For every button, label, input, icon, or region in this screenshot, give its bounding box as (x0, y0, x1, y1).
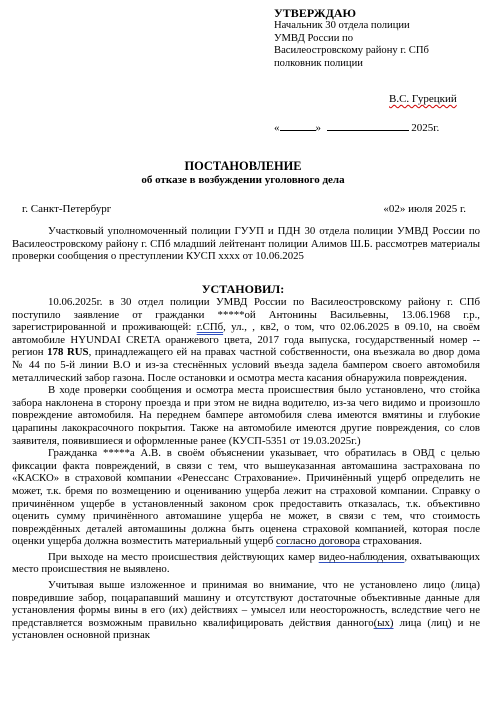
paragraph-cameras: При выходе на место происшествия действующих камер видео-наблюдения, охватывающих место происшествия не выявлено. (12, 550, 481, 576)
document-date: «02» июля 2025 г. (383, 203, 466, 215)
approver-name: В.С. Гурецкий (389, 93, 457, 105)
date-open-quote: « (274, 122, 280, 134)
video-phrase: видео-наблюдения (318, 550, 405, 563)
intro-paragraph (12, 225, 480, 263)
date-close-quote: » (315, 122, 321, 134)
plate-region: 178 RUS (47, 346, 89, 359)
contract-phrase: согласно договора (276, 535, 361, 548)
day-blank (280, 121, 316, 131)
main-text (12, 296, 480, 642)
established-heading: УСТАНОВИЛ: (201, 282, 285, 296)
paragraph-inspection: В ходе проверки сообщения и осмотра места происшествия было установлено, что стойка забора наклонена в сторону проезда и при этом не видна водителю, из-за чего видимо и произошло повреждение автомобиля. На переднем бампере автомобиля слева имеются вмятины и глубокие царапины лакокрасочного покрытия. Также на автомобиле имеются другие повреждения, со слов заявителя, появившиеся и оформленные ранее (КУСП-5351 от 19.03.2025г.) (12, 384, 480, 447)
paragraph-explanation: Гражданка *****а А.В. в своём объяснении указывает, что обратилась в ОВД с целью фиксации факта повреждений, в связи с тем, что вышеуказанная автомашина застрахована по «КАСКО» в страховой компании «Ренессанс Страхование». Причинённый ущерб определить не может, т.к. бремя по возмещению и оцениванию ущерба лежит на страховой компании. Справку о причинённом ущербе в установленный законом срок предоставить отказалась, т.к. объективно оценить сумму причинённого автомашине ущерба не может, в связи с тем, что стоимость повреждённых деталей автомашины должна быть оценена страховой компанией, которая после оценки ущерба должна возместить материальный ущерб согласно договора страхования. (12, 447, 480, 548)
document-subtitle: об отказе в возбуждении уголовного дела (141, 174, 345, 186)
paragraph-application: 10.06.2025г. в 30 отдел полиции УМВД России по Василеостровскому району г. СПб поступило заявление от гражданки *****ой Антонины Васильевны, 13.06.1968 г.р., зарегистрированной и проживающей: г.СПб, ул., , кв2, о том, что 02.06.2025 в 09.10, на своём автомобиле HYUNDAI CRETA оранжевого цвета, 2017 года выпуска, государственный номер --регион 178 RUS, принадлежащего ей на правах частной собственности, она въезжала во двор дома № 44 по 5-й линии В.О и из-за стеснённых условий въезда задела бампером своего автомобиля металлический забор газона. После остановки и осмотра места касания обнаружила повреждения. (12, 296, 480, 384)
plural-suffix: (ых) (373, 616, 394, 629)
paragraph-conclusion: Учитывая выше изложенное и принимая во внимание, что не установлено лицо (лица) повредившие забор, поцарапавший машину и отсутствуют достаточные объективные данные для установления формы вины в его (их) действиях – умысел или неосторожность, вследствие чего не представляется возможным правильно квалифицировать действия данного(ых) лица (лиц) и не установлен основной признак (12, 579, 480, 642)
approver-district: Василеостровскому району г. СПб (274, 45, 429, 57)
document-place: г. Санкт-Петербург (22, 203, 112, 215)
approver-position: Начальник 30 отдела полиции (274, 20, 410, 32)
intro-text: Участковый уполномоченный полиции ГУУП и ПДН 30 отдела полиции УМВД России по Василеостровскому району г. СПб младший лейтенант полиции Алимов Ш.Б. рассмотрев материалы проверки сообщения о преступлении КУСП хххх от 10.06.2025 (12, 225, 480, 263)
approval-year: 2025г. (411, 122, 440, 134)
approval-date-line (274, 121, 439, 134)
approval-block (274, 7, 484, 70)
month-blank (327, 121, 409, 131)
approval-title: УТВЕРЖДАЮ (274, 6, 357, 20)
address-city: г.СПб (196, 321, 224, 334)
document-title: ПОСТАНОВЛЕНИЕ (184, 159, 302, 173)
approver-rank: полковник полиции (274, 57, 363, 69)
approver-department: УМВД России по (274, 32, 354, 44)
